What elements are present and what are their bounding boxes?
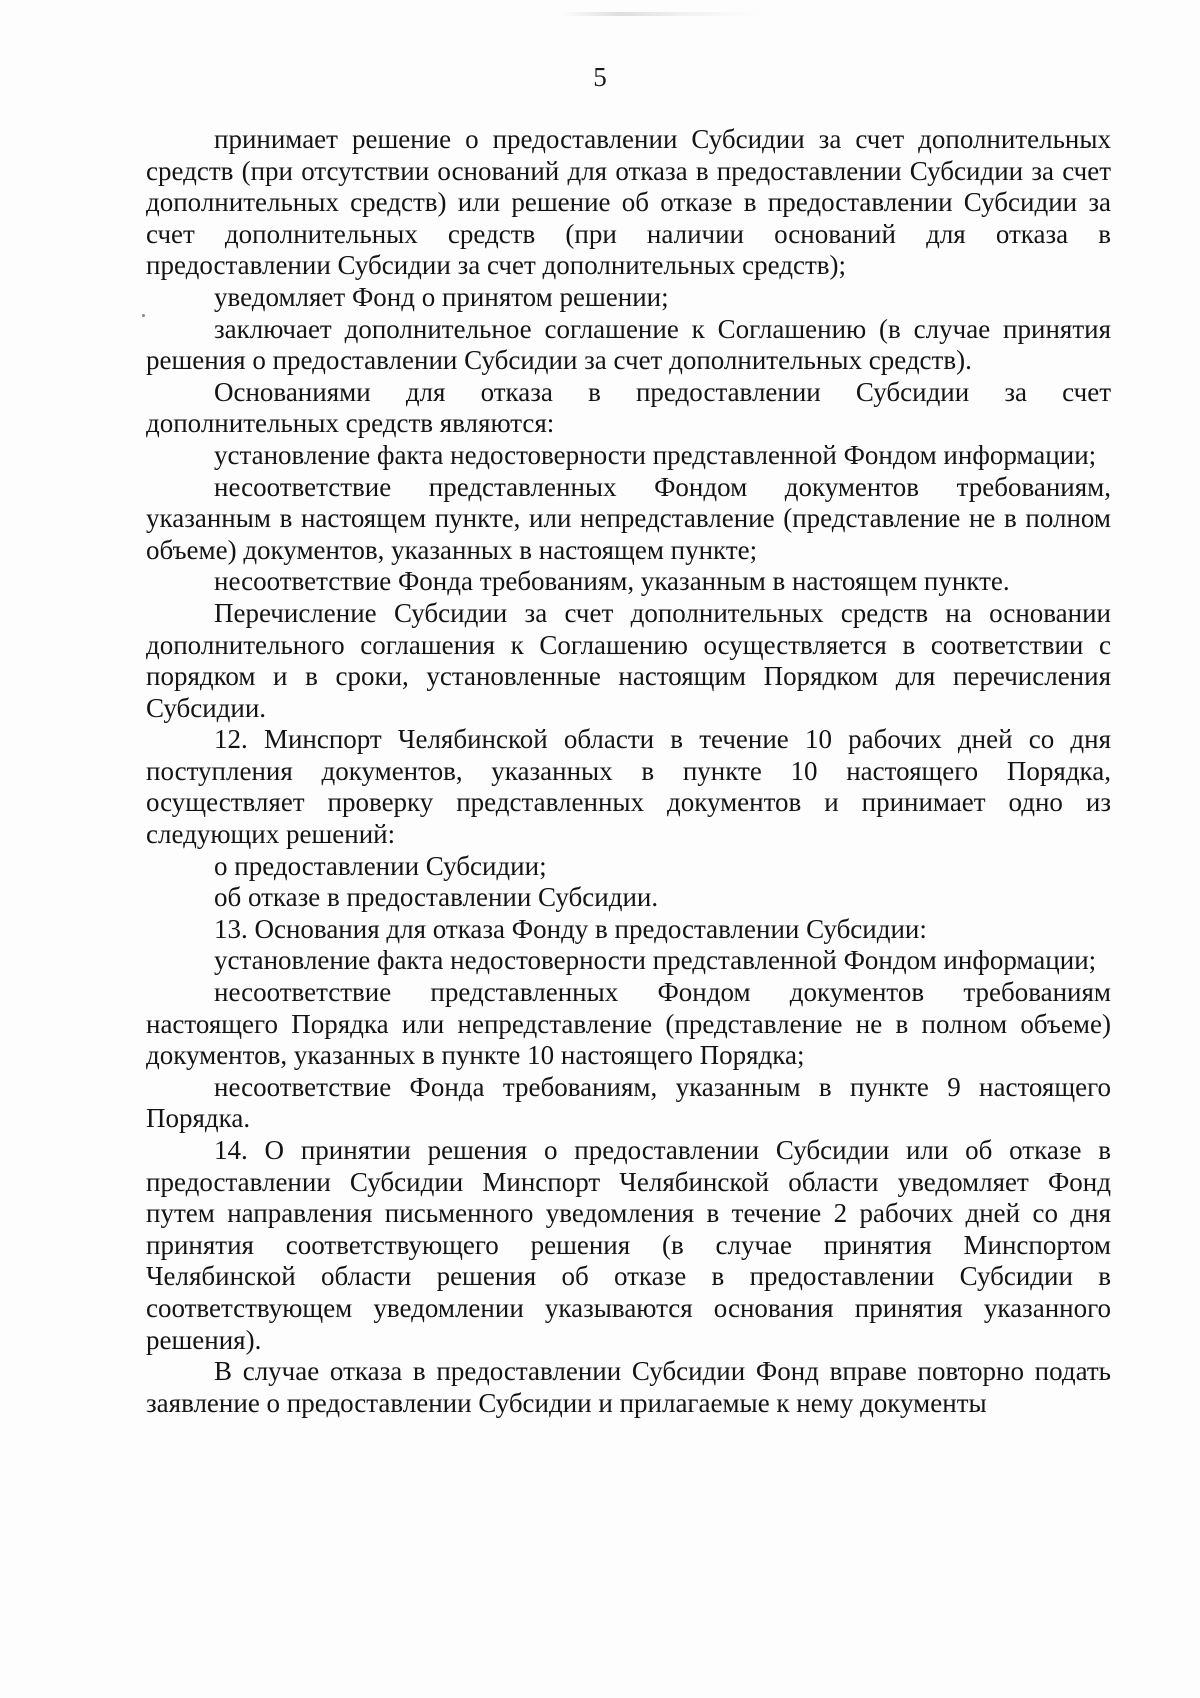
paragraph-item-14: 14. О принятии решения о предоставлении Субсидии или об отказе в предоставлении Субсидии Минспорт Челябинской области уведомляет Фонд путем направления письменного уведомления в течение 2 рабочих дней со дня принятия соответствующего решения (в случае принятия Минспортом Челябинской области решения об отказе в предоставлении Субсидии в соответствующем уведомлении указываются основания принятия указанного решения). [146, 1135, 1111, 1355]
paragraph: об отказе в предоставлении Субсидии. [214, 882, 659, 913]
scan-speck [142, 314, 145, 317]
paragraph-item-12: 12. Минспорт Челябинской области в течение 10 рабочих дней со дня поступления документов, указанных в пункте 10 настоящего Порядка, осуществляет проверку представленных документов и принимает одно из следующих решений: [146, 724, 1111, 850]
paragraph: несоответствие Фонда требованиям, указанным в пункте 9 настоящего Порядка. [146, 1071, 1111, 1134]
paragraph: Перечисление Субсидии за счет дополнительных средств на основании дополнительного соглашения к Соглашению осуществляется в соответствии с порядком и в сроки, установленные настоящим Порядком для перечисления Субсидии. [146, 597, 1111, 723]
scan-artifact [560, 12, 760, 16]
paragraph: Основаниями для отказа в предоставлении Субсидии за счет дополнительных средств являются: [146, 376, 1111, 439]
paragraph: принимает решение о предоставлении Субсидии за счет дополнительных средств (при отсутствии оснований для отказа в предоставлении Субсидии за счет дополнительных средств) или решение об отказе в предоставлении Субсидии за счет дополнительных средств (при наличии оснований для отказа в предоставлении Субсидии за счет дополнительных средств); [146, 124, 1111, 281]
paragraph: заключает дополнительное соглашение к Соглашению (в случае принятия решения о предоставлении Субсидии за счет дополнительных средств). [146, 313, 1111, 376]
document-body [146, 124, 1111, 1419]
paragraph: уведомляет Фонд о принятом решении; [214, 281, 669, 312]
paragraph: установление факта недостоверности представленной Фондом информации; [214, 945, 1097, 976]
paragraph-item-13: 13. Основания для отказа Фонду в предоставлении Субсидии: [214, 913, 927, 944]
paragraph: установление факта недостоверности представленной Фондом информации; [214, 439, 1097, 470]
paragraph: несоответствие представленных Фондом документов требованиям, указанным в настоящем пункте, или непредставление (представление не в полном объеме) документов, указанных в настоящем пункте; [146, 471, 1111, 565]
paragraph: В случае отказа в предоставлении Субсидии Фонд вправе повторно подать заявление о предоставлении Субсидии и прилагаемые к нему документы [146, 1356, 1111, 1418]
page-number: 5 [593, 62, 607, 92]
paragraph: несоответствие представленных Фондом документов требованиям настоящего Порядка или непредставление (представление не в полном объеме) документов, указанных в пункте 10 настоящего Порядка; [146, 977, 1111, 1071]
paragraph: о предоставлении Субсидии; [214, 850, 547, 881]
paragraph: несоответствие Фонда требованиям, указанным в настоящем пункте. [214, 566, 1010, 597]
